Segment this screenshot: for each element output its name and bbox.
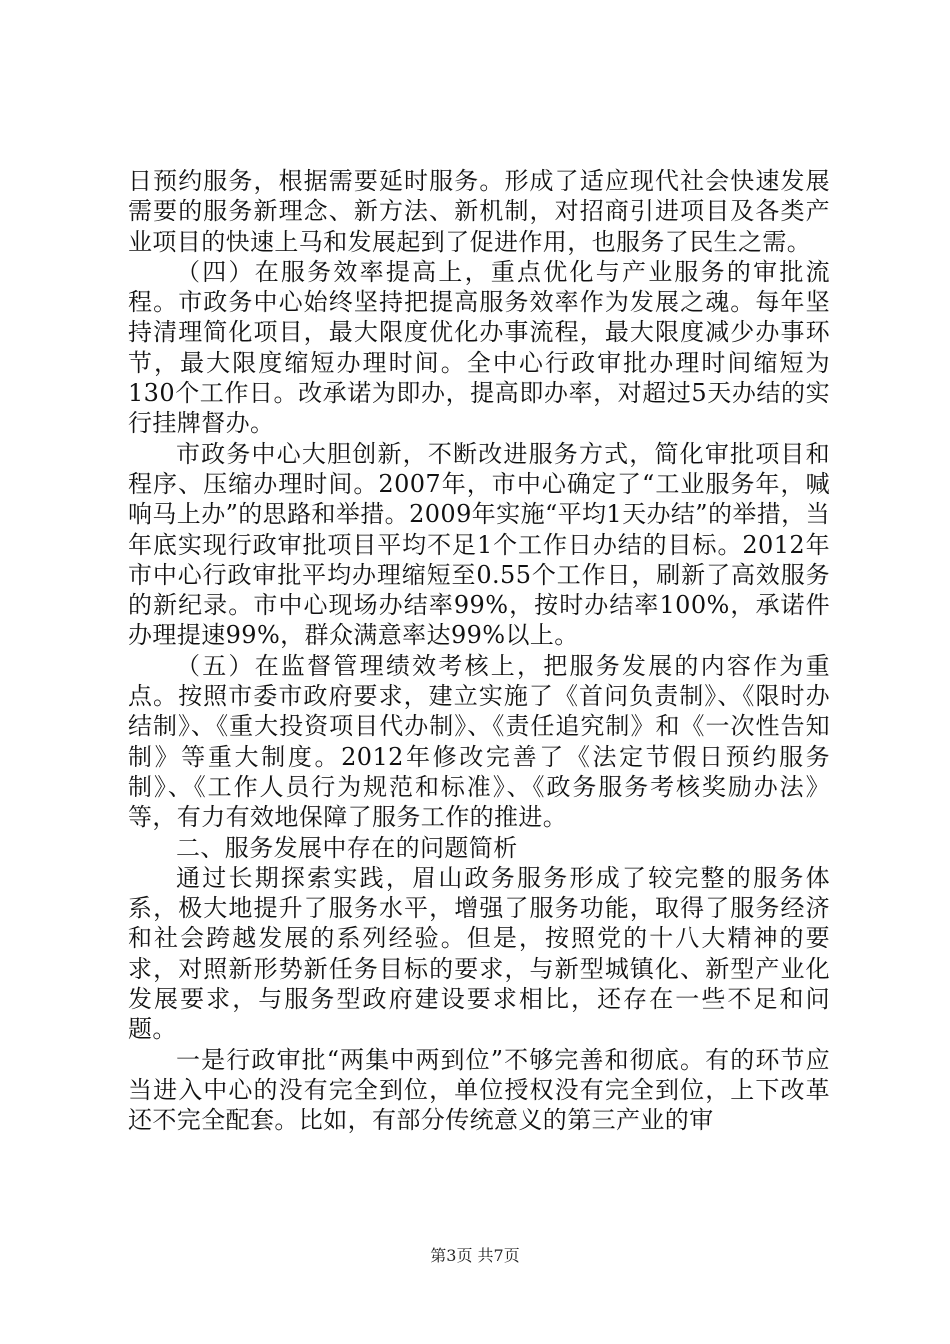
- paragraph-service-efficiency: （四）在服务效率提高上，重点优化与产业服务的审批流程。市政务中心始终坚持把提高服务效率作为发展之魂。每年坚持清理简化项目，最大限度优化办事流程，最大限度减少办事环节，最大限度缩短办理时间。全中心行政审批办理时间缩短为130个工作日。改承诺为即办，提高即办率，对超过5天办结的实行挂牌督办。: [128, 257, 830, 438]
- document-body: [128, 166, 830, 1136]
- page-footer: 第3页 共7页: [430, 1246, 520, 1265]
- paragraph-problems-intro: 通过长期探索实践，眉山政务服务形成了较完整的服务体系，极大地提升了服务水平，增强了服务功能，取得了服务经济和社会跨越发展的系列经验。但是，按照党的十八大精神的要求，对照新形势新任务目标的要求，与新型城镇化、新型产业化发展要求，与服务型政府建设要求相比，还存在一些不足和问题。: [128, 863, 830, 1044]
- paragraph-continued: 日预约服务，根据需要延时服务。形成了适应现代社会快速发展需要的服务新理念、新方法、新机制，对招商引进项目及各类产业项目的快速上马和发展起到了促进作用，也服务了民生之需。: [128, 167, 830, 256]
- section-heading-problems: 二、服务发展中存在的问题简析: [176, 833, 518, 862]
- paragraph-problem-one: 一是行政审批“两集中两到位”不够完善和彻底。有的环节应当进入中心的没有完全到位，单位授权没有完全到位，上下改革还不完全配套。比如，有部分传统意义的第三产业的审: [128, 1045, 830, 1135]
- paragraph-supervision: （五）在监督管理绩效考核上，把服务发展的内容作为重点。按照市委市政府要求，建立实施了《首问负责制》、《限时办结制》、《重大投资项目代办制》、《责任追究制》和《一次性告知制》等重大制度。2012年修改完善了《法定节假日预约服务制》、《工作人员行为规范和标准》、《政务服务考核奖励办法》等，有力有效地保障了服务工作的推进。: [128, 651, 830, 832]
- paragraph-innovation: 市政务中心大胆创新，不断改进服务方式，简化审批项目和程序、压缩办理时间。2007年，市中心确定了“工业服务年，喊响马上办”的思路和举措。2009年实施“平均1天办结”的举措，当年底实现行政审批项目平均不足1个工作日办结的目标。2012年市中心行政审批平均办理缩短至0.55个工作日，刷新了高效服务的新纪录。市中心现场办结率99%，按时办结率100%，承诺件办理提速99%，群众满意率达99%以上。: [128, 439, 830, 650]
